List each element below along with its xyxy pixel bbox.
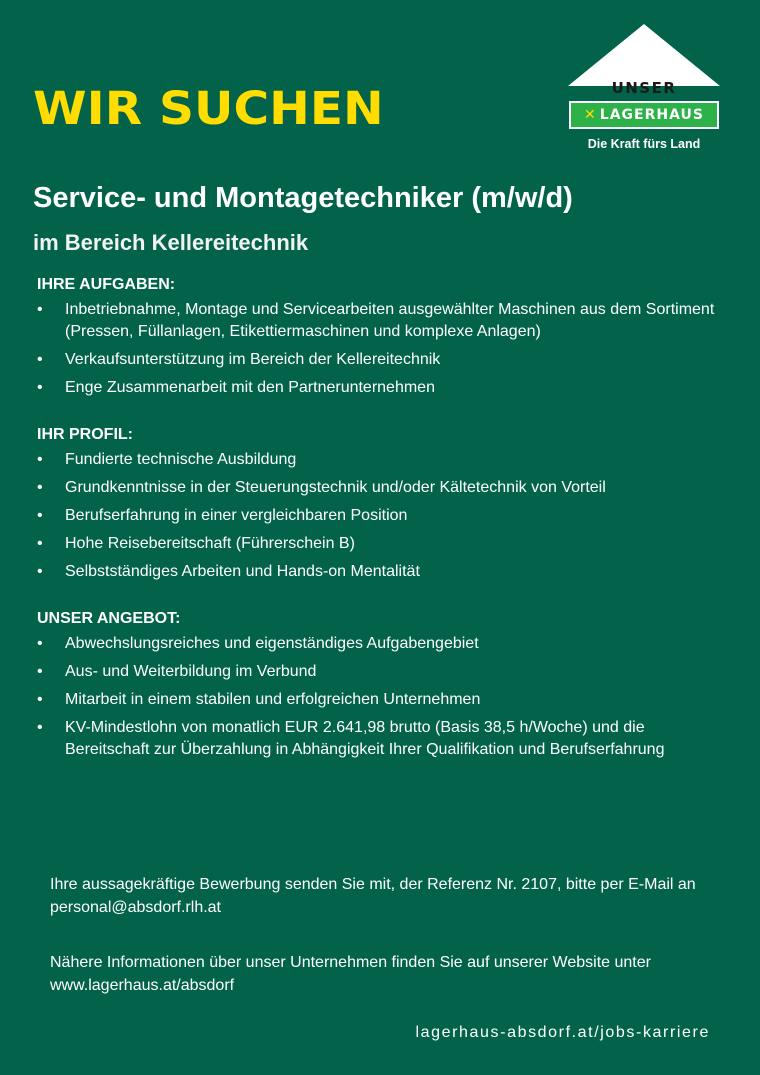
list-item [37, 633, 727, 655]
offer-list [37, 633, 727, 761]
logo-green-band [571, 103, 717, 127]
list-item-text: Hohe Reisebereitschaft (Führerschein B) [65, 535, 355, 552]
footer-url-link[interactable]: lagerhaus-absdorf.at/jobs-karriere [415, 1024, 710, 1041]
section-heading-profile: IHR PROFIL: [37, 426, 133, 443]
list-item-text: Fundierte technische Ausbildung [65, 451, 297, 468]
logo-word-lagerhaus: LAGERHAUS [599, 107, 704, 123]
bullet-icon: • [37, 663, 43, 680]
bullet-icon: • [37, 535, 43, 552]
job-subtitle: im Bereich Kellereitechnik [33, 230, 309, 255]
bullet-icon: • [37, 691, 43, 708]
logo-lagerhaus-box [569, 101, 719, 129]
list-item [37, 689, 727, 711]
bullet-icon: • [37, 301, 43, 318]
headline: WIR SUCHEN [33, 82, 384, 135]
list-item [37, 533, 727, 555]
list-item-text: Aus- und Weiterbildung im Verbund [65, 663, 317, 680]
profile-list [37, 449, 727, 583]
list-item [37, 477, 727, 499]
bullet-icon: • [37, 507, 43, 524]
logo-x-icon: ✕ [584, 107, 596, 123]
bullet-icon: • [37, 479, 43, 496]
list-item-text: Enge Zusammenarbeit mit den Partnerunternehmen [65, 379, 435, 396]
bullet-icon: • [37, 379, 43, 396]
section-tasks [37, 273, 727, 399]
info-note: Nähere Informationen über unser Unternehmen finden Sie auf unserer Website unter www.lagerhaus.at/absdorf [50, 954, 651, 994]
list-item [37, 377, 727, 399]
logo-word-unser: UNSER [611, 79, 677, 97]
section-profile [37, 423, 727, 583]
list-item-text: Selbstständiges Arbeiten und Hands-on Mentalität [65, 563, 420, 580]
list-item-text: Mitarbeit in einem stabilen und erfolgreichen Unternehmen [65, 691, 481, 708]
section-heading-offer: UNSER ANGEBOT: [37, 610, 181, 627]
application-note: Ihre aussagekräftige Bewerbung senden Sie mit, der Referenz Nr. 2107, bitte per E-Mail an personal@absdorf.rlh.at [50, 876, 696, 916]
list-item-text: Berufserfahrung in einer vergleichbaren Position [65, 507, 408, 524]
section-heading-tasks: IHRE AUFGABEN: [37, 276, 176, 293]
list-item [37, 299, 727, 343]
bullet-icon: • [37, 719, 43, 736]
job-title: Service- und Montagetechniker (m/w/d) [33, 182, 573, 214]
list-item [37, 717, 727, 761]
list-item [37, 349, 727, 371]
lagerhaus-logo [566, 24, 722, 159]
bullet-icon: • [37, 635, 43, 652]
list-item [37, 561, 727, 583]
section-offer [37, 607, 727, 761]
list-item-text: Inbetriebnahme, Montage und Servicearbeiten ausgewählter Maschinen aus dem Sortiment (Pressen, Füllanlagen, Etikettiermaschinen und komplexe Anlagen) [65, 301, 715, 340]
tasks-list [37, 299, 727, 399]
list-item-text: Grundkenntnisse in der Steuerungstechnik und/oder Kältetechnik von Vorteil [65, 479, 606, 496]
list-item-text: KV-Mindestlohn von monatlich EUR 2.641,98 brutto (Basis 38,5 h/Woche) und die Bereitschaft zur Überzahlung in Abhängigkeit Ihrer Qualifikation und Berufserfahrung [65, 719, 665, 758]
bullet-icon: • [37, 351, 43, 368]
list-item [37, 661, 727, 683]
bullet-icon: • [37, 563, 43, 580]
job-content [37, 273, 727, 785]
bullet-icon: • [37, 451, 43, 468]
list-item-text: Abwechslungsreiches und eigenständiges Aufgabengebiet [65, 635, 479, 652]
list-item [37, 505, 727, 527]
list-item [37, 449, 727, 471]
logo-tagline: Die Kraft fürs Land [587, 137, 701, 151]
list-item-text: Verkaufsunterstützung im Bereich der Kellereitechnik [65, 351, 441, 368]
